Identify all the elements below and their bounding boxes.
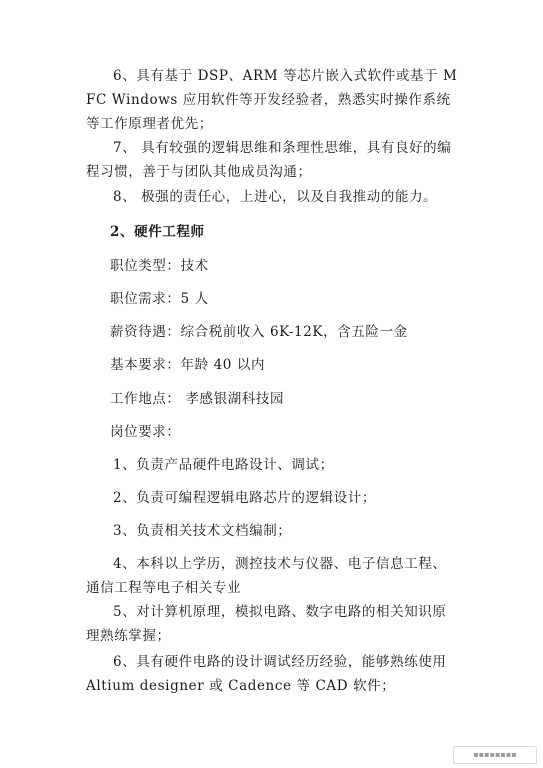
requirement-1: 1、负责产品硬件电路设计、调试；: [113, 457, 334, 473]
job-requirements-heading: 岗位要求：: [110, 424, 181, 440]
paragraph-requirement-8-responsibility: 8、 极强的责任心，上进心，以及自我推动的能力。: [113, 189, 438, 205]
basic-requirement-line: 基本要求：年龄 40 以内: [110, 357, 266, 373]
headcount-line: 职位需求：5 人: [110, 291, 209, 307]
requirement-4-education: 4、本科以上学历，测控技术与仪器、电子信息工程、通信工程等电子相关专业: [86, 556, 447, 596]
requirement-3: 3、负责相关技术文档编制；: [113, 523, 292, 539]
paragraph-requirement-6-embedded: 6、具有基于 DSP、ARM 等芯片嵌入式软件或基于 MFC Windows 应用软件等开发经验者，熟悉实时操作系统等工作原理者优先；: [86, 68, 458, 132]
requirement-5-knowledge: 5、对计算机原理，模拟电路、数字电路的相关知识原理熟练掌握；: [86, 604, 447, 644]
work-location-line: 工作地点： 孝感银湖科技园: [110, 391, 285, 407]
watermark-logo: ▪▪▪▪▪▪▪▪: [453, 746, 537, 764]
job-type-line: 职位类型：技术: [110, 258, 209, 274]
salary-line: 薪资待遇：综合税前收入 6K-12K，含五险一金: [110, 324, 408, 340]
paragraph-requirement-7-logic: 7、 具有较强的逻辑思维和条理性思维，具有良好的编程习惯，善于与团队其他成员沟通；: [86, 140, 452, 180]
section-heading-hardware-engineer: 2、硬件工程师: [110, 224, 205, 240]
requirement-6-hardware-design: 6、具有硬件电路的设计调试经历经验，能够熟练使用 Altium designer 或 Cadence 等 CAD 软件；: [86, 654, 447, 694]
requirement-2: 2、负责可编程逻辑电路芯片的逻辑设计；: [113, 490, 376, 506]
